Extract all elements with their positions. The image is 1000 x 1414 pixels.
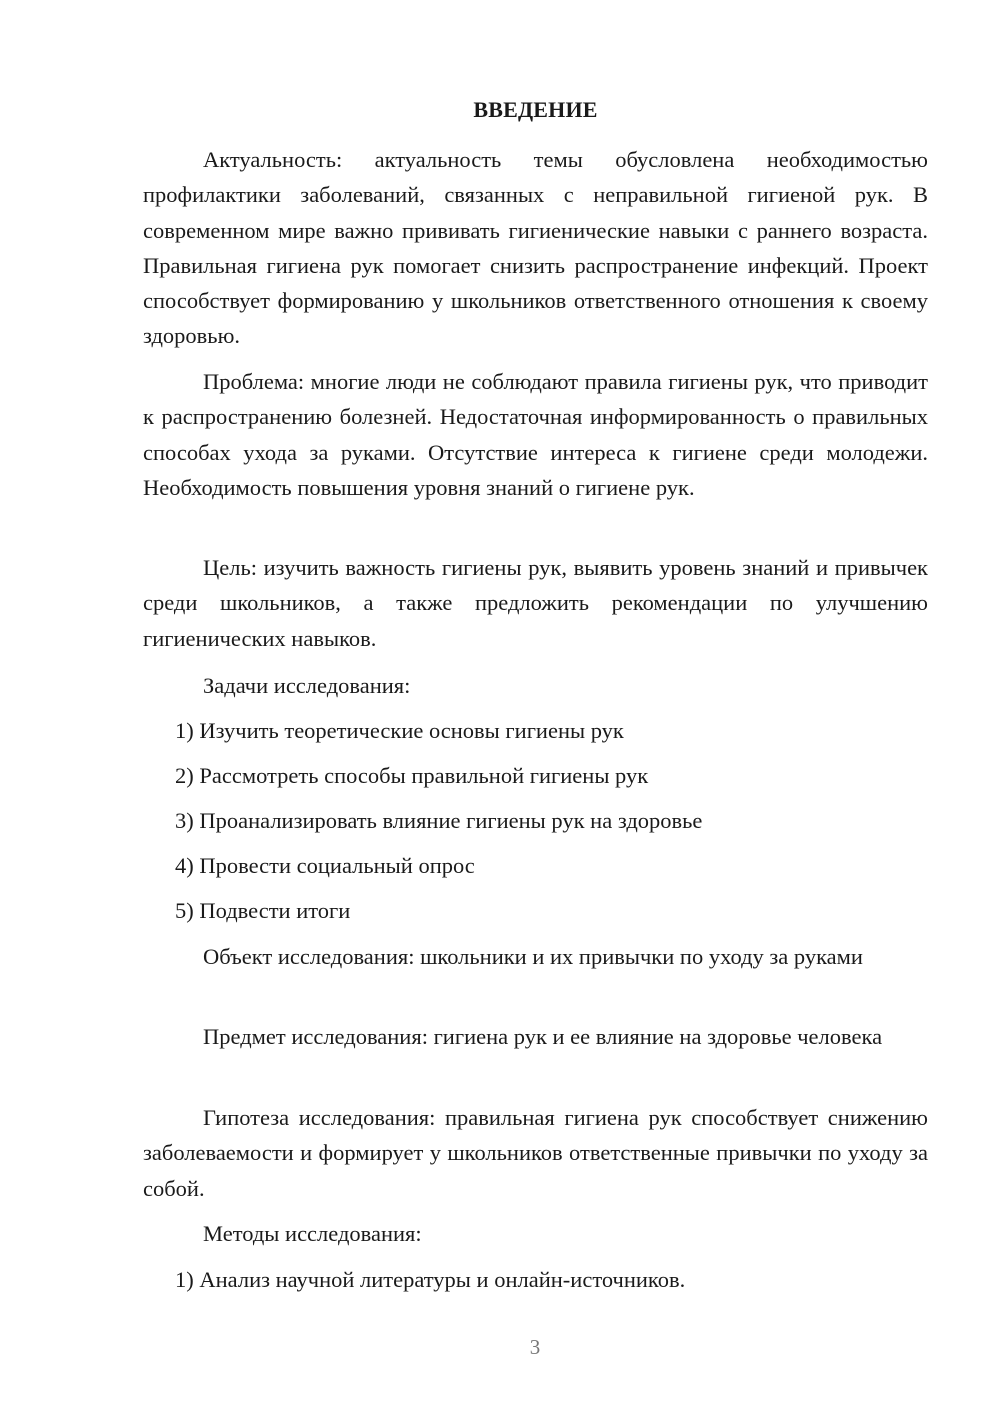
task-item-4: 4) Провести социальный опрос: [175, 853, 475, 878]
page-number: 3: [529, 1335, 541, 1359]
task-item-1: 1) Изучить теоретические основы гигиены рук: [175, 718, 624, 743]
relevance-paragraph: Актуальность: актуальность темы обусловлена необходимостью профилактики заболеваний, связанных с неправильной гигиеной рук. В современном мире важно прививать гигиенические навыки с раннего возраста. Правильная гигиена рук помогает снизить распространение инфекций. Проект способствует формированию у школьников ответственного отношения к своему здоровью.: [143, 147, 928, 349]
task-item-3: 3) Проанализировать влияние гигиены рук на здоровье: [175, 808, 703, 833]
problem-paragraph: Проблема: многие люди не соблюдают правила гигиены рук, что приводит к распространению болезней. Недостаточная информированность о правильных способах ухода за руками. Отсутствие интереса к гигиене среди молодежи. Необходимость повышения уровня знаний о гигиене рук.: [143, 369, 928, 500]
subject-paragraph: Предмет исследования: гигиена рук и ее влияние на здоровье человека: [203, 1024, 883, 1049]
task-item-5: 5) Подвести итоги: [175, 898, 351, 923]
hypothesis-paragraph: Гипотеза исследования: правильная гигиена рук способствует снижению заболеваемости и формирует у школьников ответственные привычки по уходу за собой.: [143, 1105, 928, 1201]
goal-paragraph: Цель: изучить важность гигиены рук, выявить уровень знаний и привычек среди школьников, а также предложить рекомендации по улучшению гигиенических навыков.: [143, 555, 928, 651]
tasks-heading: Задачи исследования:: [203, 673, 411, 698]
task-item-2: 2) Рассмотреть способы правильной гигиены рук: [175, 763, 649, 788]
methods-heading: Методы исследования:: [203, 1221, 422, 1246]
method-item-1: 1) Анализ научной литературы и онлайн-источников.: [175, 1267, 686, 1292]
object-paragraph: Объект исследования: школьники и их привычки по уходу за руками: [203, 944, 863, 969]
page-title: ВВЕДЕНИЕ: [473, 97, 598, 122]
